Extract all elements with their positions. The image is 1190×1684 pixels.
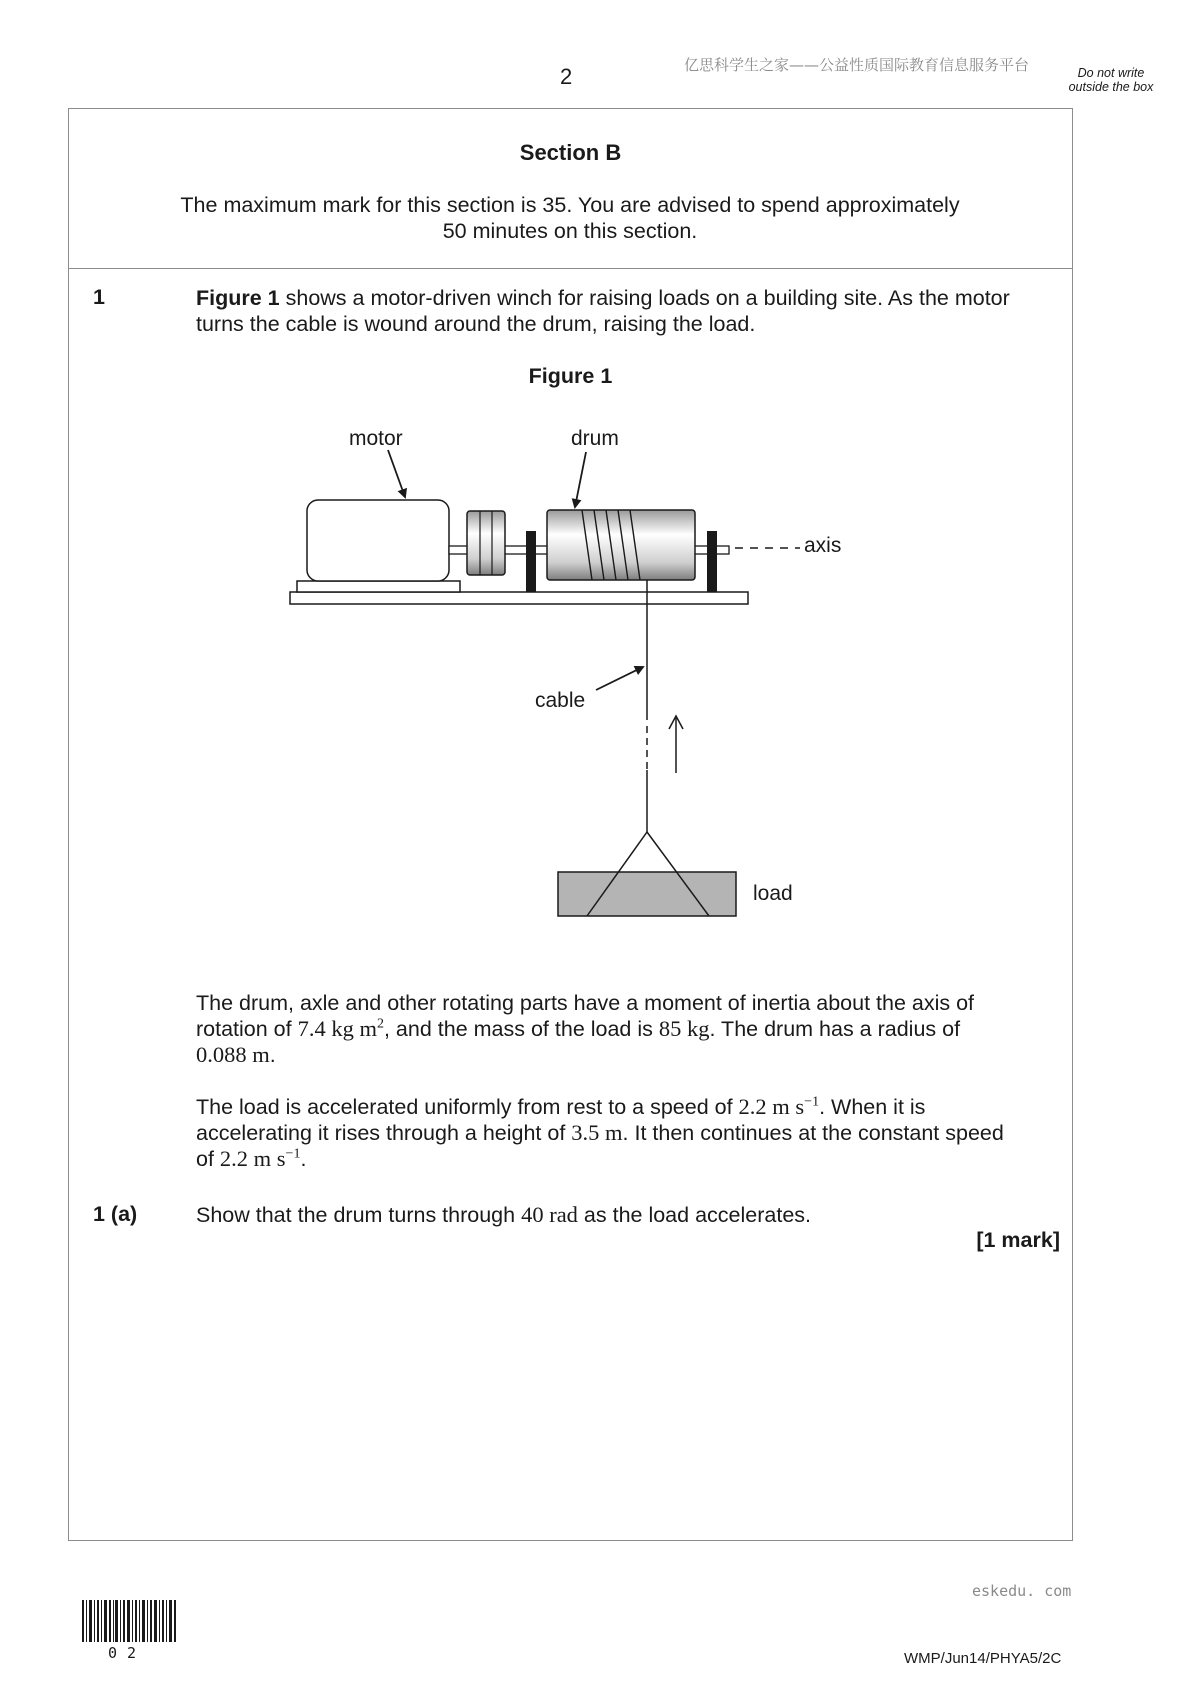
motor-mount [297,581,460,592]
para2-line1: The load is accelerated uniformly from rest to a speed of 2.2 m $s^{-1}$. When it is [196,1094,926,1119]
question-intro-line1: shows a motor-driven winch for raising loads on a building site. As the motor [279,286,1010,310]
figure-reference: Figure 1 [196,286,280,310]
para2-line2: accelerating it rises through a height of 3.5 m. It then continues at the constant speed [196,1120,1004,1145]
page-number: 2 [560,64,573,89]
angle-value: 40 rad [521,1202,578,1227]
load-block [558,872,736,916]
right-bearing [707,531,717,592]
mass-value: 85 kg [658,1016,710,1041]
speed-value: 2.2 m $s^{-1}$ [738,1094,820,1119]
cable-arrow [596,667,643,690]
question-paragraph-1 [196,990,1056,1068]
winch-figure [280,420,880,940]
question-number: 1 [93,285,105,309]
section-intro [140,192,1000,244]
axis-label: axis [804,534,842,557]
question-intro-line2: turns the cable is wound around the drum, raising the load. [196,312,756,336]
drum-arrow [575,452,586,507]
watermark-text: 亿思科学生之家——公益性质国际教育信息服务平台 [684,56,1030,74]
question-paragraph-2 [196,1094,1056,1172]
part-a-number: 1 (a) [93,1202,138,1226]
reference-code: WMP/Jun14/PHYA5/2C [904,1650,1062,1667]
para1-line1: The drum, axle and other rotating parts have a moment of inertia about the axis of [196,991,975,1015]
section-intro-line2: 50 minutes on this section. [442,219,698,243]
section-intro-line1: The maximum mark for this section is 35. You are advised to spend approximately [180,193,960,217]
left-bearing [526,531,536,592]
section-title: Section B [519,140,622,165]
marks-label: [1 mark] [976,1228,1060,1252]
motor-label: motor [349,427,403,450]
site-watermark: eskedu. com [972,1582,1072,1600]
para1-line3: 0.088 m. [196,1042,276,1067]
barcode [82,1600,178,1642]
drum-label: drum [571,427,619,450]
barcode-number: 02 [108,1644,147,1662]
margin-note: Do not write outside the box [1068,66,1154,94]
para2-line3: of 2.2 m $s^{-1}$. [196,1146,307,1171]
height-value: 3.5 m [571,1120,623,1145]
coupling [467,511,505,575]
motor-body [307,500,449,581]
speed2-value: 2.2 m $s^{-1}$ [219,1146,301,1171]
figure-title: Figure 1 [528,364,613,388]
load-label: load [753,882,793,905]
section-divider [68,268,1073,269]
para1-line2: rotation of 7.4 kg $m^2$, and the mass of the load is 85 kg. The drum has a radius of [196,1016,961,1041]
base-plate [290,592,748,604]
cable-label: cable [535,689,586,712]
part-a-text: Show that the drum turns through 40 rad as the load accelerates. [196,1202,811,1227]
inertia-value: 7.4 kg $m^2$ [297,1016,384,1041]
motor-arrow [388,450,405,497]
radius-value: 0.088 m [196,1042,270,1067]
drum [547,510,695,580]
question-intro [196,285,1056,337]
